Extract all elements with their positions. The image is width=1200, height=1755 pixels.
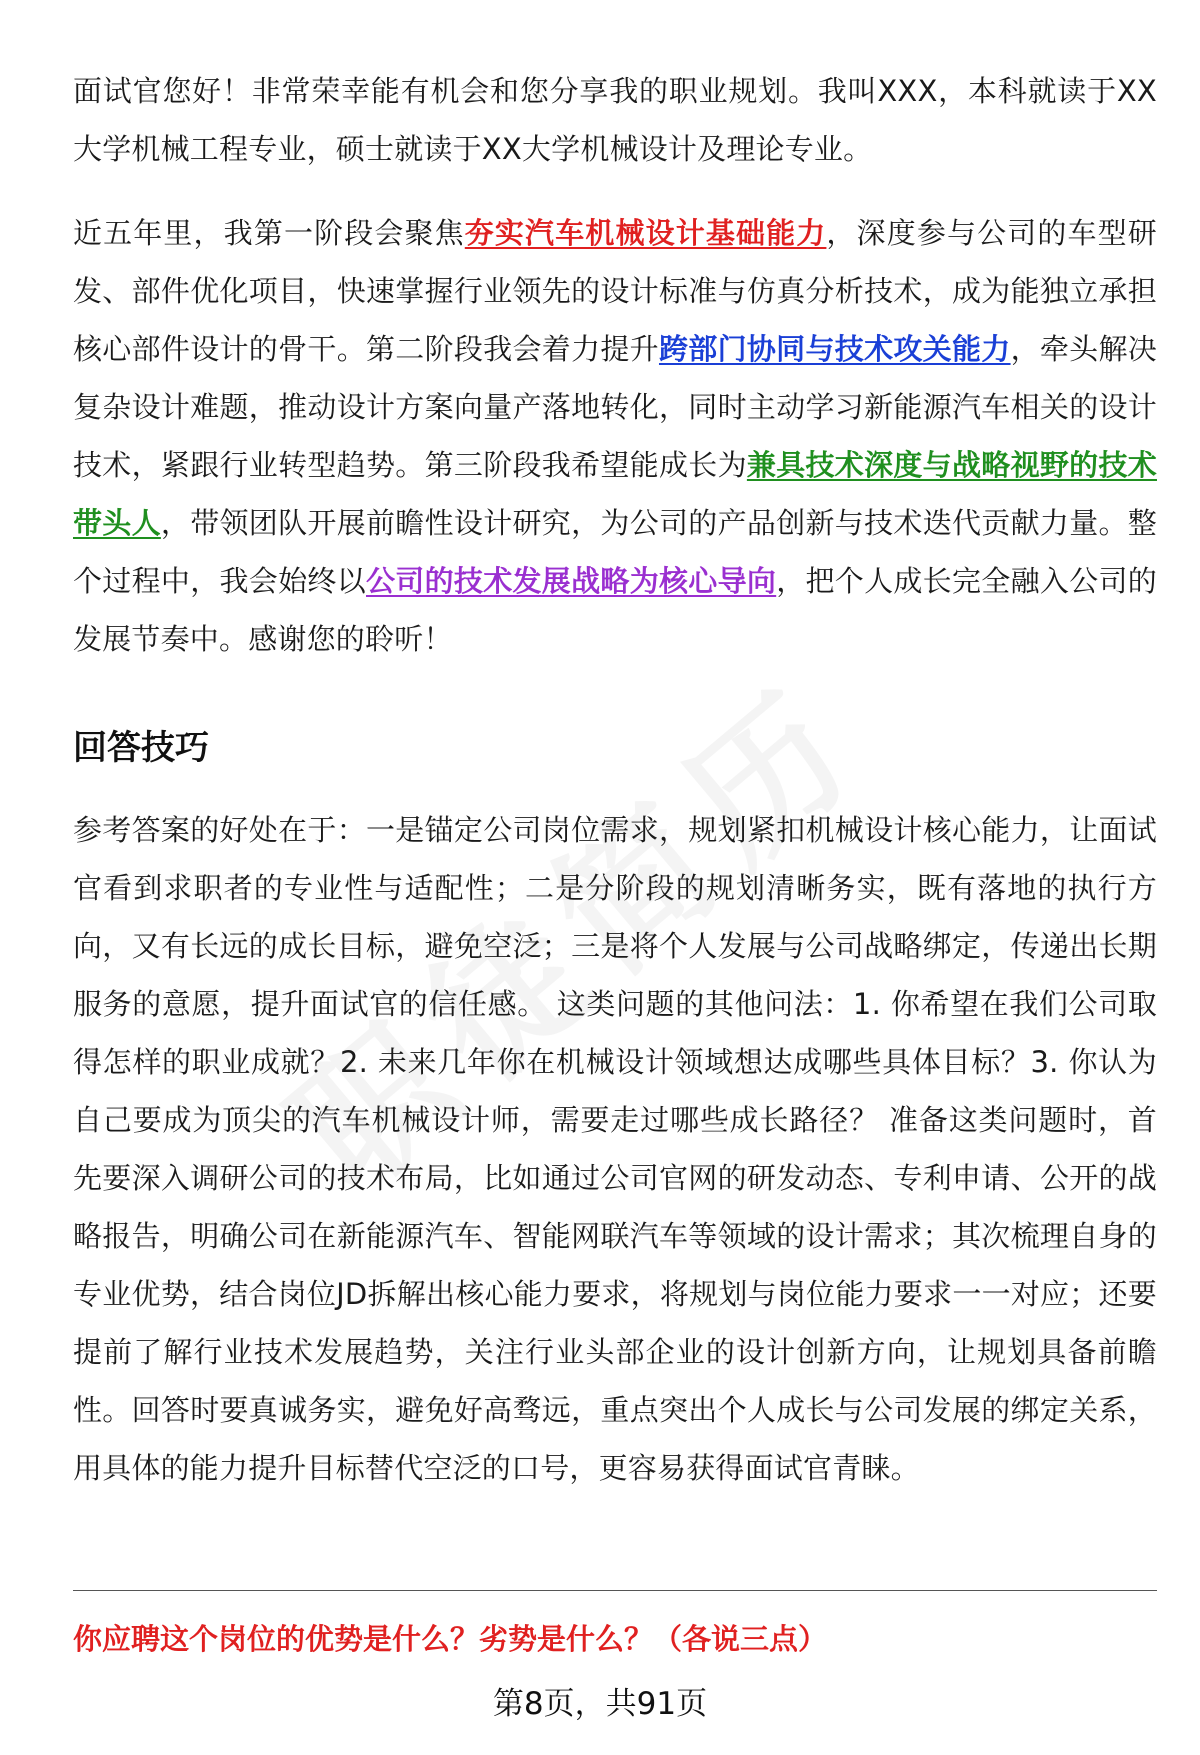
highlight-core-orientation: 公司的技术发展战略为核心导向: [366, 564, 777, 598]
plan-text-4: ，带领团队开展前瞻性设计研究，为公司的产品创新与技术迭代贡献力量。整个过程中，我会始终以: [73, 506, 1157, 598]
tips-paragraph: 参考答案的好处在于：一是锚定公司岗位需求，规划紧扣机械设计核心能力，让面试官看到求职者的专业性与适配性；二是分阶段的规划清晰务实，既有落地的执行方向，又有长远的成长目标，避免空泛；三是将个人发展与公司战略绑定，传递出长期服务的意愿，提升面试官的信任感。 这类问题的其他问法：1. 你希望在我们公司取得怎样的职业成就？2. 未来几年你在机械设计领域想达成哪些具体目标？3. 你认为自己要成为顶尖的汽车机械设计师，需要走过哪些成长路径？ 准备这类问题时，首先要深入调研公司的技术布局，比如通过公司官网的研发动态、专利申请、公开的战略报告，明确公司在新能源汽车、智能网联汽车等领域的设计需求；其次梳理自身的专业优势，结合岗位JD拆解出核心能力要求，将规划与岗位能力要求一一对应；还要提前了解行业技术发展趋势，关注行业头部企业的设计创新方向，让规划具备前瞻性。回答时要真诚务实，避免好高骛远，重点突出个人成长与公司发展的绑定关系，用具体的能力提升目标替代空泛的口号，更容易获得面试官青睐。: [73, 813, 1157, 1485]
intro-paragraph: 面试官您好！非常荣幸能有机会和您分享我的职业规划。我叫XXX，本科就读于XX大学机械工程专业，硕士就读于XX大学机械设计及理论专业。: [73, 74, 1157, 166]
highlight-stage-1: 夯实汽车机械设计基础能力: [464, 216, 827, 250]
plan-text-1: 近五年里，我第一阶段会聚焦: [73, 216, 465, 250]
page-number: 第8页，共91页: [492, 1686, 708, 1722]
section-title: 回答技巧: [73, 728, 209, 768]
plan-text-3: ，牵头解决复杂设计难题，推动设计方案向量产落地转化，同时主动学习新能源汽车相关的设计技术，紧跟行业转型趋势。第三阶段我希望能成长为: [73, 332, 1157, 482]
highlight-stage-2: 跨部门协同与技术攻关能力: [658, 332, 1011, 366]
plan-text-2: ，深度参与公司的车型研发、部件优化项目，快速掌握行业领先的设计标准与仿真分析技术，成为能独立承担核心部件设计的骨干。第二阶段我会着力提升: [73, 216, 1157, 366]
divider: [73, 1590, 1157, 1591]
next-question-heading: 你应聘这个岗位的优势是什么？劣势是什么？（各说三点）: [73, 1622, 828, 1656]
highlight-stage-3: 兼具技术深度与战略视野的技术带头人: [73, 448, 1157, 540]
document-body: [73, 62, 1157, 1497]
plan-text-5: ，把个人成长完全融入公司的发展节奏中。感谢您的聆听！: [73, 564, 1157, 656]
career-plan-paragraph: [73, 204, 1157, 668]
